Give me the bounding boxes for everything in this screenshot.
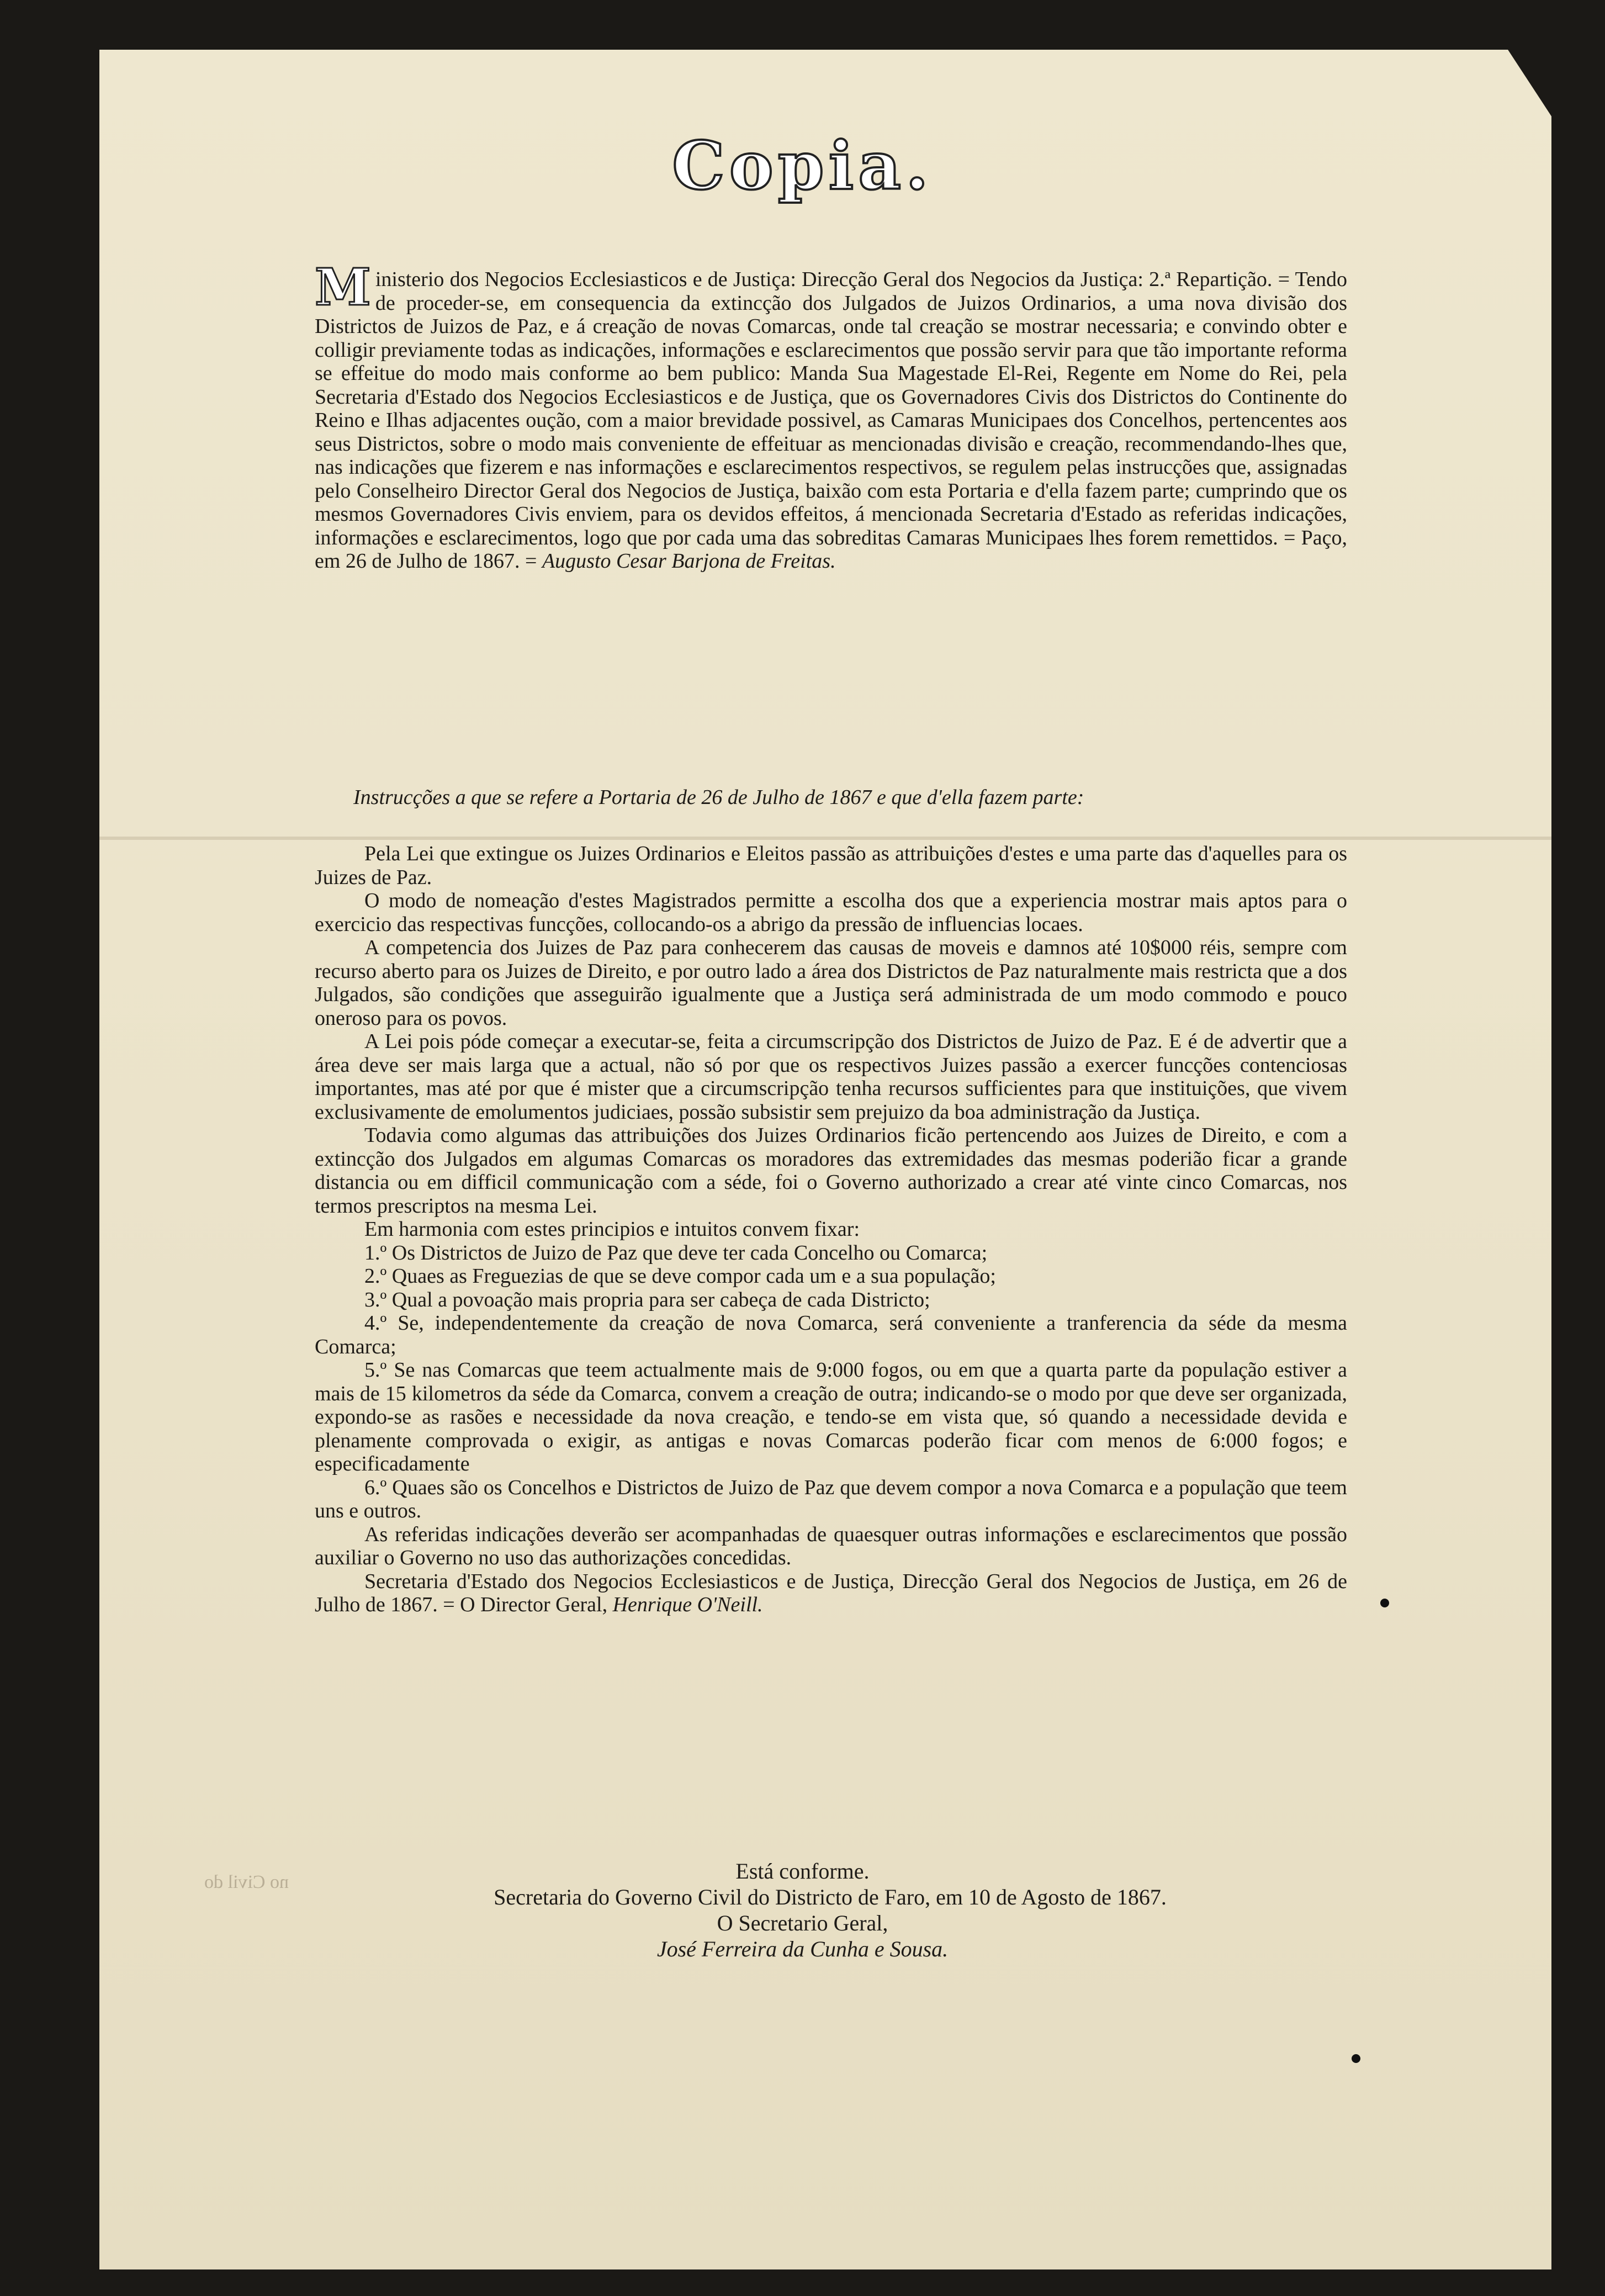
instruction-paragraph: Em harmonia com estes principios e intuitos convem fixar: [364, 1218, 860, 1241]
footer-office: Secretaria do Governo Civil do Districto de Faro, em 10 de Agosto de 1867. [494, 1885, 1167, 1909]
drop-cap: M [315, 257, 371, 317]
closing-signature: Henrique O'Neill. [612, 1593, 763, 1616]
portaria-signature: Augusto Cesar Barjona de Freitas. [542, 549, 836, 573]
closing-paragraph: Secretaria d'Estado dos Negocios Ecclesiasticos e de Justiça, Direcção Geral dos Negocios de Justiça, em 26 de Julho de 1867. = O Director Geral, [315, 1569, 1347, 1616]
document-title: Copia. [672, 127, 933, 205]
portaria-text: inisterio dos Negocios Ecclesiasticos e de Justiça: Direcção Geral dos Negocios da Justiça: 2.ª Repartição. = Tendo de proceder-se, em consequencia da extincção dos Julgados de Juizos Ordinarios, a uma nova divisão dos Districtos de Juizos de Paz, e á creação de novas Comarcas, onde tal creação se mostrar necessaria; e convindo obter e colligir previamente todas as indicações, informações e esclarecimentos que possão servir para que tão importante reforma se effeitue do modo mais conforme ao bem publico: Manda Sua Magestade El-Rei, Regente em Nome do Rei, pela Secretaria d'Estado dos Negocios Ecclesiasticos e de Justiça, que os Governadores Civis dos Districtos do Continente do Reino e Ilhas adjacentes oução, com a maior brevidade possivel, as Camaras Municipaes dos Concelhos, pertencentes aos seus Districtos, sobre o modo mais conveniente de effeituar as mencionadas divisão e creação, recommendando-lhes que, nas indicações que fizerem e nas informações e esclarecimentos respectivos, se regulem pelas instrucções que, assignadas pelo Conselheiro Director Geral dos Negocios de Justiça, baixão com esta Portaria e d'ella fazem parte; cumprindo que os mesmos Governadores Civis enviem, para os devidos effeitos, á mencionada Secretaria d'Estado as referidas indicações, informações e esclarecimentos, logo que por cada uma das sobreditas Camaras Municipaes lhes forem remettidos. = Paço, em 26 de Julho de 1867. = [315, 268, 1347, 573]
instructions-block [315, 842, 1347, 1617]
list-item: 2.º Quaes as Freguezias de que se deve compor cada um e a sua população; [364, 1265, 996, 1288]
footer-secretary-title: O Secretario Geral, [717, 1911, 888, 1935]
bleed-through-text: no Civil do [204, 1872, 289, 1892]
instruction-paragraph: A competencia dos Juizes de Paz para conhecerem das causas de moveis e damnos até 10$000 réis, sempre com recurso aberto para os Juizes de Direito, e por outro lado a área dos Districtos de Paz naturalmente mais restricta que a dos Julgados, são condições que asseguirão igualmente que a Justiça será administrada de um modo commodo e pouco oneroso para os povos. [315, 936, 1347, 1030]
footer-conformity: Está conforme. [735, 1859, 870, 1884]
instruction-paragraph: O modo de nomeação d'estes Magistrados permitte a escolha dos que a experiencia mostrar mais aptos para o exercicio das respectivas funcções, collocando-os a abrigo da pressão de influencias locaes. [315, 889, 1347, 936]
list-item: 1.º Os Districtos de Juizo de Paz que deve ter cada Concelho ou Comarca; [364, 1241, 988, 1265]
ink-spot [1380, 1599, 1389, 1607]
instruction-paragraph: Todavia como algumas das attribuições dos Juizes Ordinarios ficão pertencendo aos Juizes de Direito, e com a extincção dos Julgados em algumas Comarcas os moradores das extremidades das mesmas poderião ficar a grande distancia ou em difficil communicação com a séde, foi o Governo authorizado a crear até vinte cinco Comarcas, nos termos prescriptos na mesma Lei. [315, 1124, 1347, 1218]
list-item: 4.º Se, independentemente da creação de nova Comarca, será conveniente a tranferencia da séde da mesma Comarca; [315, 1311, 1347, 1358]
portaria-paragraph [315, 257, 1347, 573]
list-item: 5.º Se nas Comarcas que teem actualmente mais de 9:000 fogos, ou em que a quarta parte da população estiver a mais de 15 kilometros da séde da Comarca, convem a creação de outra; indicando-se o modo por que deve ser organizada, expondo-se as rasões e necessidade da nova creação, e tendo-se em vista que, só quando a necessidade devida e plenamente comprovada o exigir, as antigas e novas Comarcas poderão ficar com menos de 6:000 fogos; e especificadamente [315, 1358, 1347, 1475]
footer-signature: José Ferreira da Cunha e Sousa. [656, 1937, 949, 1961]
fold-crease [99, 837, 1551, 840]
closing-paragraph: As referidas indicações deverão ser acompanhadas de quaesquer outras informações e esclarecimentos que possão auxiliar o Governo no uso das authorizações concedidas. [315, 1522, 1347, 1569]
list-item: 6.º Quaes são os Concelhos e Districtos de Juizo de Paz que devem compor a nova Comarca e a população que teem uns e outros. [315, 1475, 1347, 1522]
instruction-paragraph: A Lei pois póde começar a executar-se, feita a circumscripção dos Districtos de Juizo de Paz. E é de advertir que a área deve ser mais larga que a actual, não só por que os respectivos Juizes passão a exercer funcções contenciosas importantes, mas até por que é mister que a circumscripção tenha recursos sufficientes para que instituições, que vivem exclusivamente de emolumentos judiciaes, possão subsistir sem prejuizo da boa administração da Justiça. [315, 1030, 1347, 1124]
ink-spot [1352, 2054, 1360, 2063]
instruction-paragraph: Pela Lei que extingue os Juizes Ordinarios e Eleitos passão as attribuições d'estes e uma parte das d'aquelles para os Juizes de Paz. [315, 842, 1347, 889]
instructions-heading: Instrucções a que se refere a Portaria de 26 de Julho de 1867 e que d'ella fazem parte: [353, 786, 1084, 809]
list-item: 3.º Qual a povoação mais propria para ser cabeça de cada Districto; [364, 1288, 930, 1311]
